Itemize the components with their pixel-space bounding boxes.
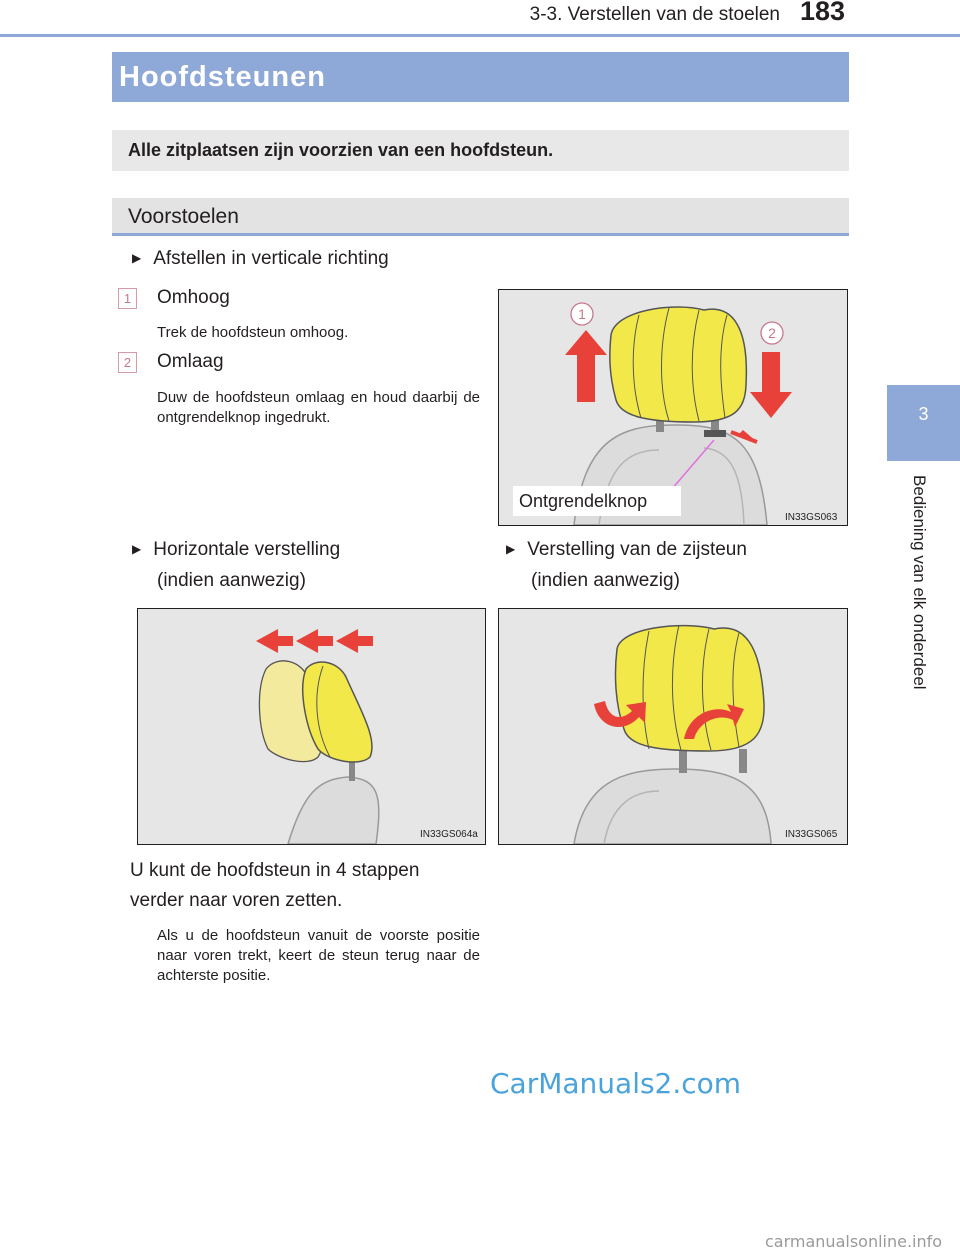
subsection-title: Voorstoelen xyxy=(112,198,849,236)
item-desc-up: Trek de hoofdsteun omhoog. xyxy=(157,324,349,341)
vertical-illustration xyxy=(499,290,847,525)
header-rule xyxy=(0,34,960,37)
release-button xyxy=(704,430,726,437)
page-number: 183 xyxy=(800,0,846,26)
side-support-heading: ▶ Verstelling van de zijsteun (indien aanwezig) xyxy=(506,539,747,591)
horizontal-illustration xyxy=(138,609,485,844)
arrow-forward-1 xyxy=(256,629,293,653)
headrest-post-right xyxy=(739,749,747,773)
running-head: 3-3. Verstellen van de stoelen xyxy=(529,4,780,25)
horizontal-detail: Als u de hoofdsteun vanuit de voorste positie naar voren trekt, keert de steun terug naar de achterste positie. xyxy=(157,927,480,984)
release-button-label: Ontgrendelknop xyxy=(519,491,648,511)
arrow-down xyxy=(750,352,792,418)
seat-back xyxy=(574,769,771,844)
item-title-down: Omlaag xyxy=(157,351,224,372)
figure-vertical-adjustment xyxy=(498,289,848,526)
arrow-up xyxy=(565,330,607,402)
figure-side-support xyxy=(498,608,848,845)
seat-back xyxy=(288,777,379,844)
figure-code-2: IN33GS064a xyxy=(420,829,478,840)
item-number-2: 2 xyxy=(118,352,137,373)
horizontal-heading: ▶ Horizontale verstelling (indien aanwezig) xyxy=(132,539,341,591)
bullet-triangle-icon: ▶ xyxy=(506,542,516,556)
chapter-tab: 3 xyxy=(887,385,960,461)
chapter-title: Bediening van elk onderdeel xyxy=(910,475,929,690)
figure-code-3: IN33GS065 xyxy=(785,829,838,840)
headrest xyxy=(610,307,747,422)
section-intro: Alle zitplaatsen zijn voorzien van een hoofdsteun. xyxy=(112,130,849,171)
item-title-up: Omhoog xyxy=(157,287,230,308)
callout-1: 1 xyxy=(578,306,586,322)
bullet-triangle-icon: ▶ xyxy=(132,251,142,265)
arrow-forward-2 xyxy=(296,629,333,653)
section-title: Hoofdsteunen xyxy=(112,52,849,102)
footer-site: carmanualsonline.info xyxy=(765,1232,943,1251)
vertical-heading: ▶ Afstellen in verticale richting xyxy=(132,248,389,269)
figure-horizontal-adjustment xyxy=(137,608,486,845)
watermark: CarManuals2.com xyxy=(490,1067,742,1100)
figure-code-1: IN33GS063 xyxy=(785,512,838,523)
side-support-illustration xyxy=(499,609,847,844)
arrow-forward-3 xyxy=(336,629,373,653)
headrest-post-left xyxy=(679,749,687,773)
horizontal-note: U kunt de hoofdsteun in 4 stappen verder naar voren zetten. xyxy=(130,860,420,911)
bullet-triangle-icon: ▶ xyxy=(132,542,142,556)
callout-2: 2 xyxy=(768,325,776,341)
item-number-1: 1 xyxy=(118,288,137,309)
item-desc-down: Duw de hoofdsteun omlaag en houd daarbij de ontgrendelknop ingedrukt. xyxy=(157,389,480,426)
